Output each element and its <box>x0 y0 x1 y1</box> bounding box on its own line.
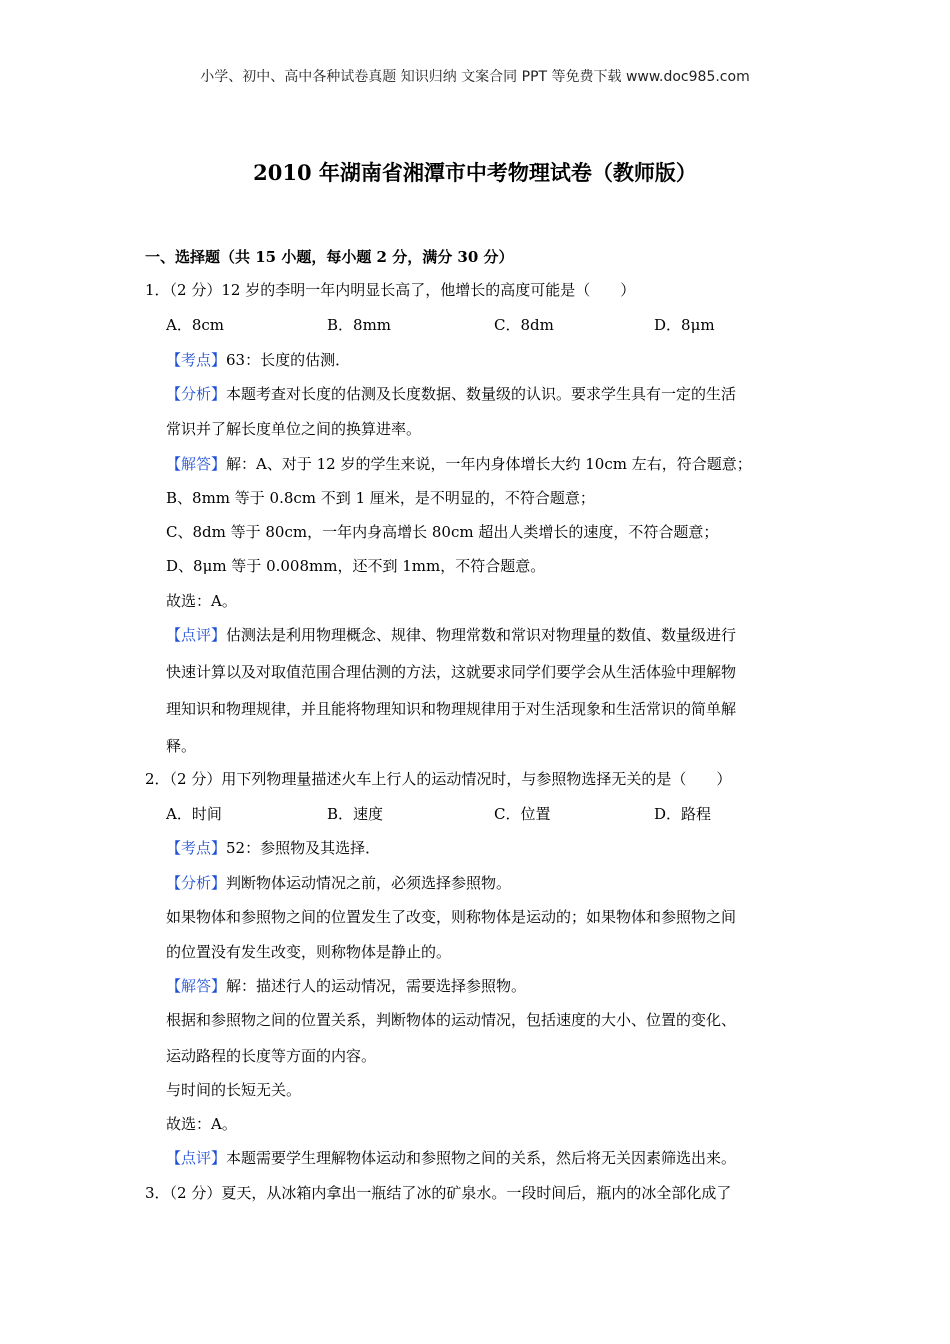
q1-jieda-line-3: C、8dm 等于 80cm，一年内身高增长 80cm 超出人类增长的速度，不符合题意； <box>166 523 719 541</box>
q1-jieda-text: 解：A、对于 12 岁的学生来说，一年内身体增长大约 10cm 左右，符合题意； <box>226 455 752 473</box>
q2-option-b: B．速度 <box>327 805 384 823</box>
q1-stem: 1．（2 分）12 岁的李明一年内明显长高了，他增长的高度可能是（ ） <box>145 281 636 299</box>
q2-fenxi-line-3: 的位置没有发生改变，则称物体是静止的。 <box>166 943 452 961</box>
q2-dianping <box>166 1148 736 1168</box>
q2-jieda <box>166 976 526 996</box>
q1-dianping-line-2: 快速计算以及对取值范围合理估测的方法，这就要求同学们要学会从生活体验中理解物 <box>166 663 737 681</box>
q2-options <box>0 804 950 824</box>
jieda-tag: 【解答】 <box>166 455 227 473</box>
q1-option-d: D．8μm <box>654 316 715 334</box>
q1-dianping-line-4: 释。 <box>166 737 197 755</box>
q2-jieda-line-5: 故选：A。 <box>166 1115 237 1133</box>
q1-fenxi <box>166 384 736 404</box>
page-title: 2010 年湖南省湘潭市中考物理试卷（教师版） <box>253 160 697 185</box>
q2-kaodian <box>166 838 380 858</box>
q1-fenxi-cont: 常识并了解长度单位之间的换算进率。 <box>166 420 422 438</box>
q2-fenxi-text: 判断物体运动情况之前，必须选择参照物。 <box>226 874 512 892</box>
q1-option-c: C．8dm <box>494 316 554 334</box>
q1-dianping-text: 估测法是利用物理概念、规律、物理常数和常识对物理量的数值、数量级进行 <box>226 626 737 644</box>
q1-options <box>0 315 950 335</box>
dianping-tag: 【点评】 <box>166 1149 227 1167</box>
q1-jieda-line-4: D、8μm 等于 0.008mm，还不到 1mm，不符合题意。 <box>166 557 546 575</box>
fenxi-tag: 【分析】 <box>166 874 227 892</box>
kaodian-tag: 【考点】 <box>166 351 227 369</box>
q1-kaodian-text: 63：长度的估测． <box>226 351 351 369</box>
q2-fenxi <box>166 873 511 893</box>
q2-kaodian-text: 52：参照物及其选择． <box>226 839 381 857</box>
q1-option-a: A．8cm <box>166 316 225 334</box>
q2-jieda-line-3: 运动路程的长度等方面的内容。 <box>166 1047 377 1065</box>
q2-stem: 2．（2 分）用下列物理量描述火车上行人的运动情况时，与参照物选择无关的是（ ） <box>145 770 732 788</box>
q1-dianping-line-3: 理知识和物理规律，并且能将物理知识和物理规律用于对生活现象和生活常识的简单解 <box>166 700 737 718</box>
jieda-tag: 【解答】 <box>166 977 227 995</box>
fenxi-tag: 【分析】 <box>166 385 227 403</box>
q2-fenxi-line-2: 如果物体和参照物之间的位置发生了改变，则称物体是运动的；如果物体和参照物之间 <box>166 908 737 926</box>
kaodian-tag: 【考点】 <box>166 839 227 857</box>
q1-fenxi-text: 本题考查对长度的估测及长度数据、数量级的认识。要求学生具有一定的生活 <box>226 385 737 403</box>
dianping-tag: 【点评】 <box>166 626 227 644</box>
q2-jieda-line-4: 与时间的长短无关。 <box>166 1081 302 1099</box>
section-heading: 一、选择题（共 15 小题，每小题 2 分，满分 30 分） <box>145 248 514 266</box>
page-header: 小学、初中、高中各种试卷真题 知识归纳 文案合同 PPT 等免费下载 www.doc985.com <box>200 69 750 85</box>
q2-option-a: A．时间 <box>166 805 222 823</box>
q1-kaodian <box>166 350 350 370</box>
q3-stem: 3．（2 分）夏天，从冰箱内拿出一瓶结了冰的矿泉水。一段时间后，瓶内的冰全部化成了 <box>145 1184 732 1202</box>
q2-jieda-text: 解：描述行人的运动情况，需要选择参照物。 <box>226 977 527 995</box>
q1-jieda <box>166 454 752 474</box>
q2-jieda-line-2: 根据和参照物之间的位置关系，判断物体的运动情况，包括速度的大小、位置的变化、 <box>166 1011 737 1029</box>
q1-jieda-line-2: B、8mm 等于 0.8cm 不到 1 厘米，是不明显的，不符合题意； <box>166 489 595 507</box>
q1-option-b: B．8mm <box>327 316 392 334</box>
q2-option-c: C．位置 <box>494 805 551 823</box>
q1-dianping <box>166 625 736 645</box>
q2-dianping-text: 本题需要学生理解物体运动和参照物之间的关系，然后将无关因素筛选出来。 <box>226 1149 737 1167</box>
q1-jieda-line-5: 故选：A。 <box>166 592 237 610</box>
q2-option-d: D．路程 <box>654 805 712 823</box>
